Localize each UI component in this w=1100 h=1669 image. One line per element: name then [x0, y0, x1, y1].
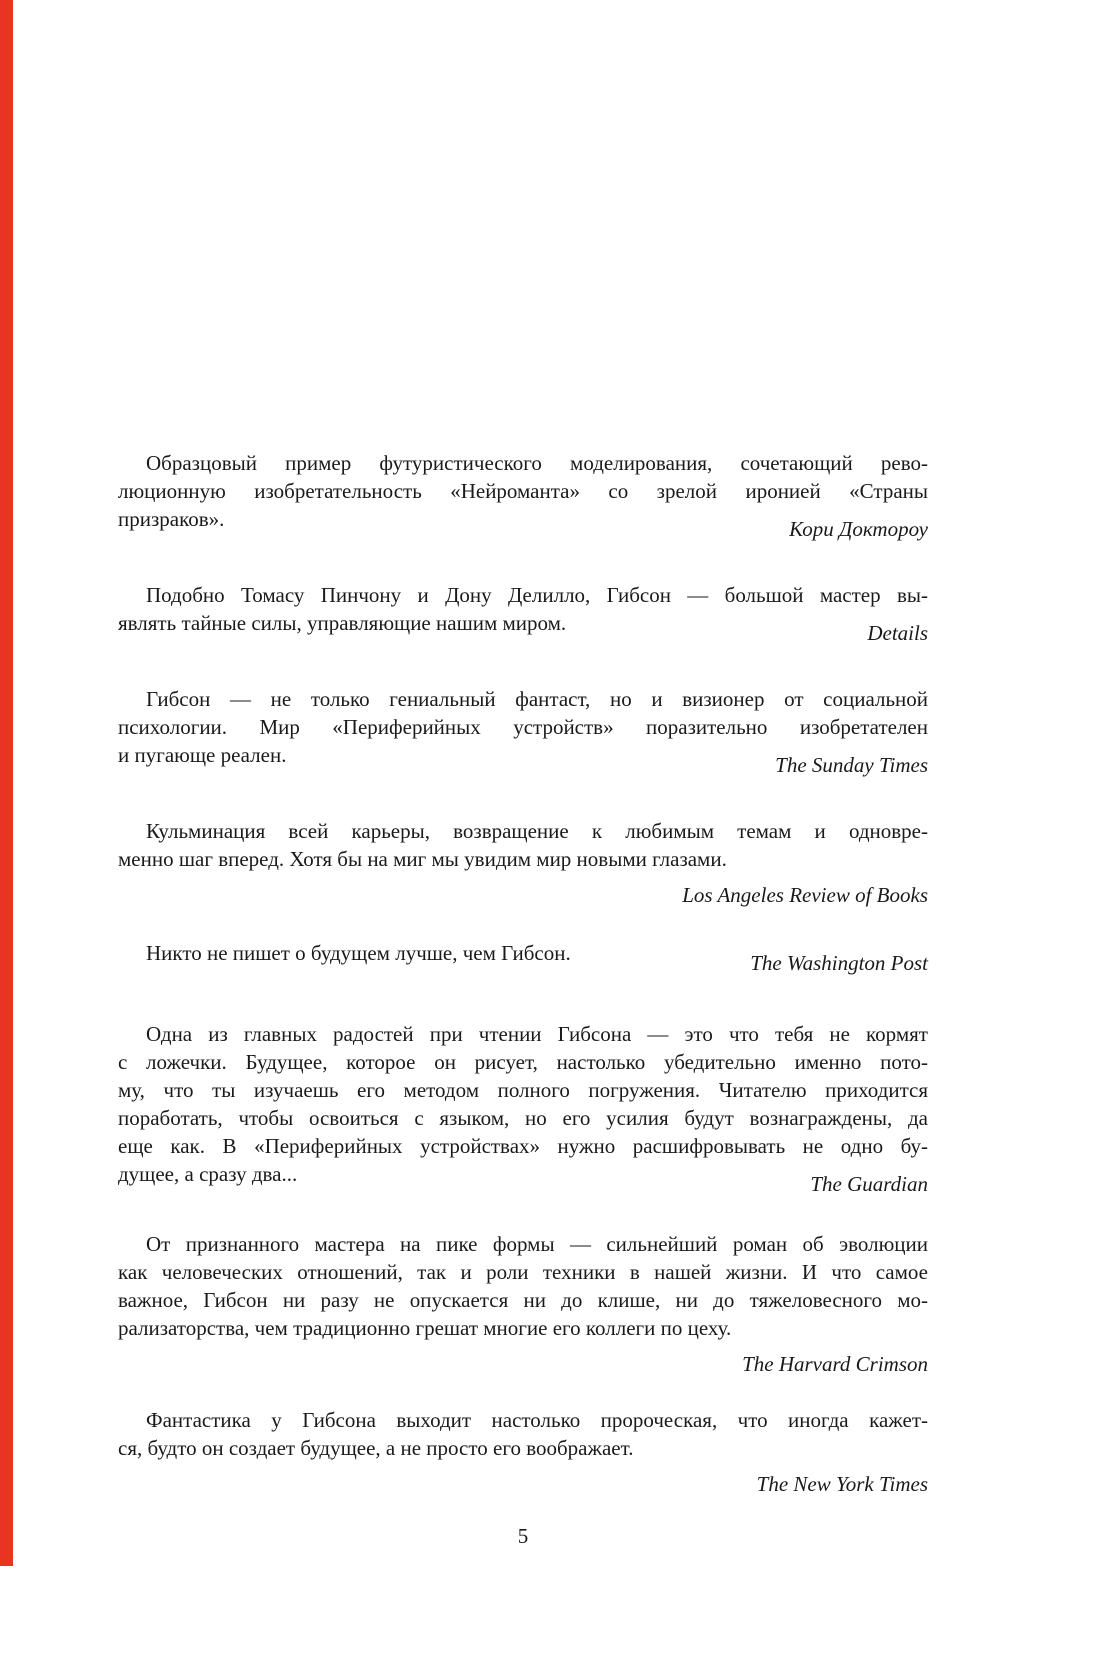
quote-line: Кульминация всей карьеры, возвращение к любимым темам и одновре- — [146, 819, 928, 843]
quote-line: психологии. Мир «Периферийных устройств» поразительно изобретателен — [118, 715, 928, 739]
review-source: The Harvard Crimson — [742, 1352, 928, 1376]
review-block — [118, 817, 928, 909]
quote-line: ся, будто он создает будущее, а не просто его воображает. — [118, 1436, 634, 1460]
quote-line: Никто не пишет о будущем лучше, чем Гибсон. — [146, 941, 571, 965]
reviews-column — [118, 449, 928, 1550]
review-block — [118, 685, 928, 779]
quote-line: поработать, чтобы освоиться с языком, но его усилия будут вознаграждены, да — [118, 1106, 928, 1130]
review-source: The Guardian — [810, 1172, 928, 1196]
quote-line: Гибсон — не только гениальный фантаст, но и визионер от социальной — [146, 687, 928, 711]
quote-line: призраков». — [118, 507, 225, 531]
quote-line: люционную изобретательность «Нейроманта» со зрелой иронией «Страны — [118, 479, 928, 503]
quote-line: как человеческих отношений, так и роли техники в нашей жизни. И что самое — [118, 1260, 928, 1284]
review-source: Details — [867, 621, 928, 645]
quote-line: Фантастика у Гибсона выходит настолько пророческая, что иногда кажет- — [146, 1408, 928, 1432]
review-quote — [118, 1020, 928, 1188]
review-quote — [118, 817, 928, 873]
review-source: The Washington Post — [750, 951, 928, 975]
quote-line: От признанного мастера на пике формы — сильнейший роман об эволюции — [146, 1232, 928, 1256]
review-block — [118, 939, 928, 975]
quote-line: му, что ты изучаешь его методом полного погружения. Читателю приходится — [118, 1078, 928, 1102]
quote-line: дущее, а сразу два... — [118, 1162, 298, 1186]
quote-line: Образцовый пример футуристического моделирования, сочетающий рево- — [146, 451, 928, 475]
quote-line: еще как. В «Периферийных устройствах» нужно расшифровывать не одно бу- — [118, 1134, 928, 1158]
quote-line: являть тайные силы, управляющие нашим миром. — [118, 611, 567, 635]
review-block — [118, 1406, 928, 1498]
quote-line: и пугающе реален. — [118, 743, 287, 767]
review-quote — [118, 1230, 928, 1342]
review-block — [118, 1020, 928, 1198]
reviews-list — [118, 449, 928, 1498]
quote-line: важное, Гибсон ни разу не опускается ни до клише, ни до тяжеловесного мо- — [118, 1288, 928, 1312]
review-source: The Sunday Times — [775, 753, 928, 777]
page-number: 5 — [517, 1524, 529, 1548]
quote-line: с ложечки. Будущее, которое он рисует, настолько убедительно именно пото- — [118, 1050, 928, 1074]
quote-line: рализаторства, чем традиционно грешат многие его коллеги по цеху. — [118, 1316, 732, 1340]
quote-line: Одна из главных радостей при чтении Гибсона — это что тебя не кормят — [146, 1022, 928, 1046]
review-source: Los Angeles Review of Books — [682, 883, 928, 907]
page-edge-ribbon — [0, 0, 13, 1566]
quote-line: Подобно Томасу Пинчону и Дону Делилло, Гибсон — большой мастер вы- — [146, 583, 928, 607]
review-source: The New York Times — [756, 1472, 928, 1496]
review-block — [118, 581, 928, 647]
review-source: Кори Доктороу — [789, 517, 928, 541]
review-block — [118, 1230, 928, 1378]
review-quote — [118, 1406, 928, 1462]
quote-line: менно шаг вперед. Хотя бы на миг мы увидим мир новыми глазами. — [118, 847, 727, 871]
review-block — [118, 449, 928, 543]
